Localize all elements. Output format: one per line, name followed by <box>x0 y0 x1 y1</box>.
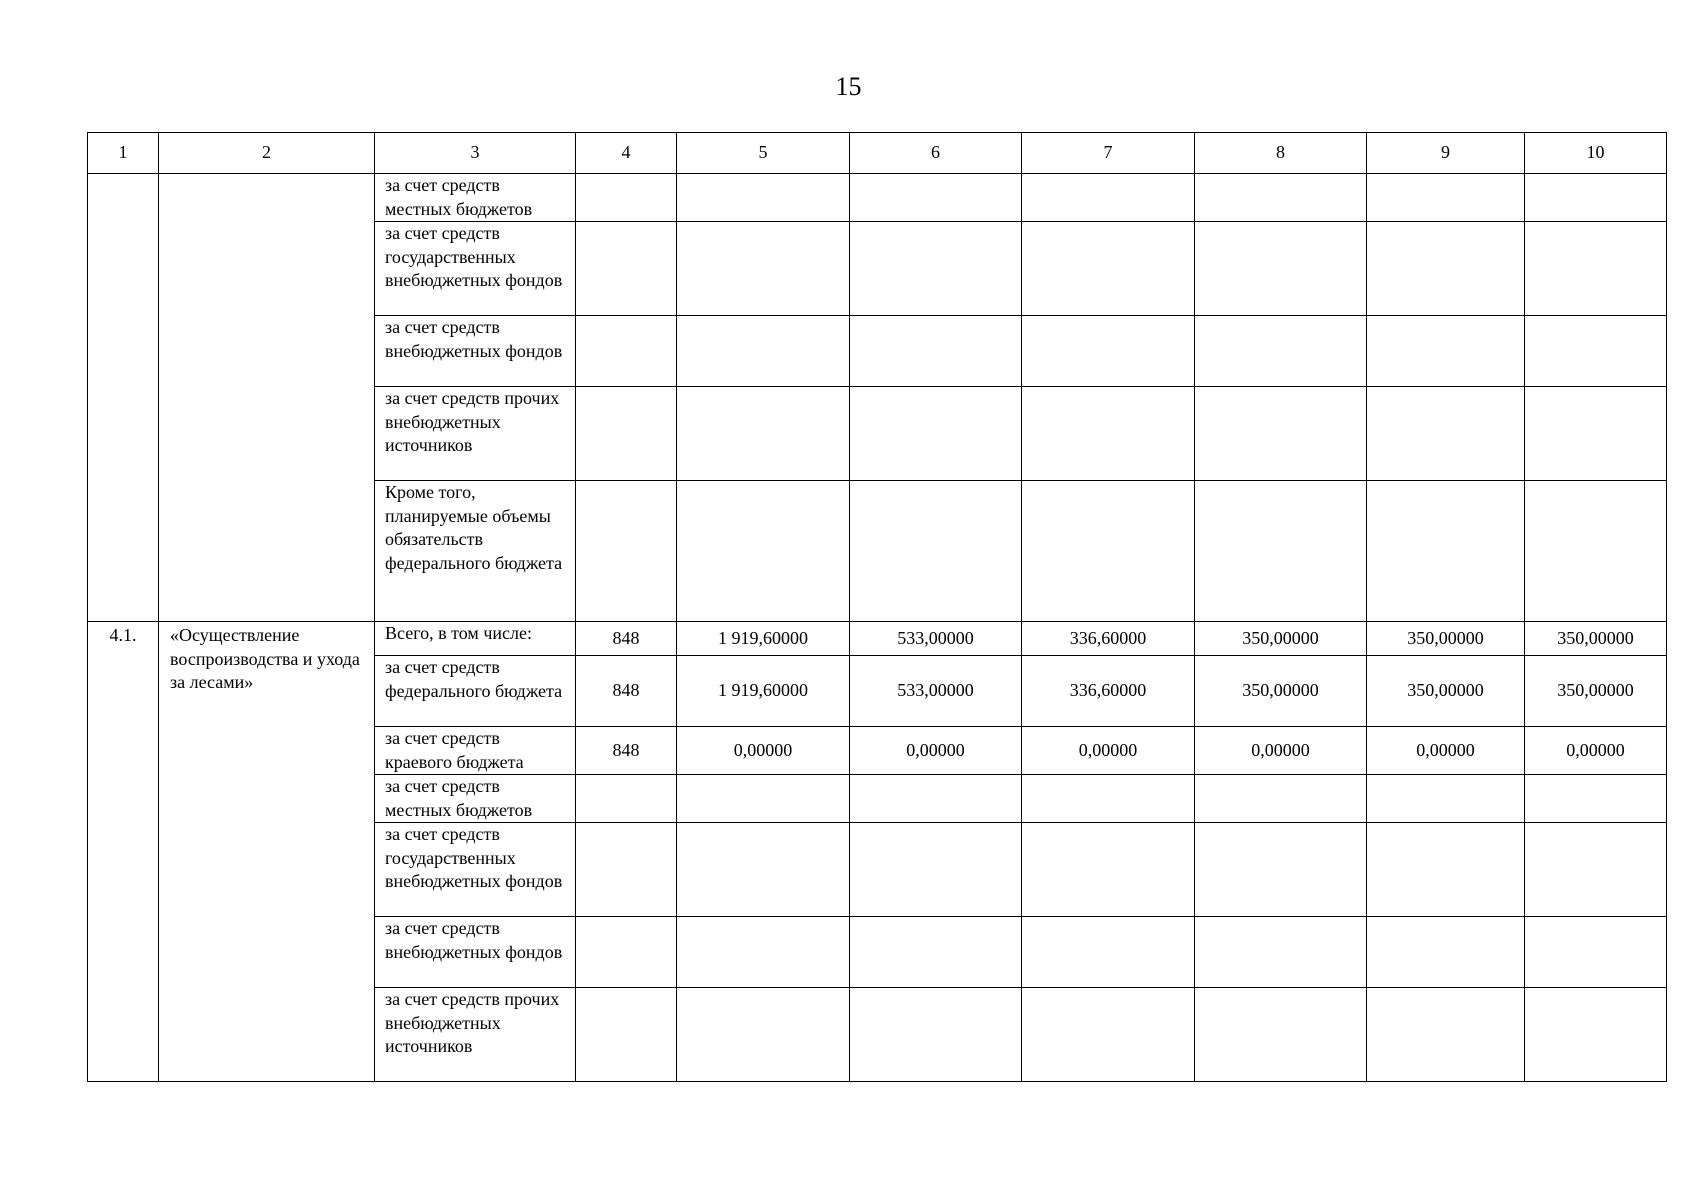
value-cell: 350,00000 <box>1367 656 1525 727</box>
value-cell: 350,00000 <box>1525 622 1667 656</box>
section-name: «Осуществление воспроизводства и ухода за лесами» <box>159 622 375 1082</box>
value-cell <box>1367 174 1525 222</box>
value-cell: 350,00000 <box>1195 656 1367 727</box>
value-cell: 848 <box>576 622 677 656</box>
value-cell <box>576 775 677 823</box>
value-cell <box>1525 222 1667 316</box>
value-cell <box>677 222 850 316</box>
value-cell <box>1022 481 1195 622</box>
index-cell <box>88 174 159 622</box>
value-cell <box>677 174 850 222</box>
value-cell <box>850 988 1022 1082</box>
value-cell <box>1367 316 1525 387</box>
value-cell <box>1195 775 1367 823</box>
value-cell <box>850 823 1022 917</box>
value-cell <box>1022 387 1195 481</box>
value-cell: 533,00000 <box>850 622 1022 656</box>
value-cell: 0,00000 <box>1525 727 1667 775</box>
source-cell: за счет средств федерального бюджета <box>375 656 576 727</box>
name-cell <box>159 174 375 622</box>
value-cell: 0,00000 <box>850 727 1022 775</box>
source-cell: за счет средств прочих внебюджетных источников <box>375 988 576 1082</box>
value-cell <box>576 988 677 1082</box>
source-cell: за счет средств местных бюджетов <box>375 174 576 222</box>
header-cell: 8 <box>1195 133 1367 174</box>
value-cell <box>1525 988 1667 1082</box>
value-cell <box>1525 917 1667 988</box>
value-cell: 336,60000 <box>1022 656 1195 727</box>
value-cell <box>1525 174 1667 222</box>
header-cell: 1 <box>88 133 159 174</box>
value-cell <box>850 387 1022 481</box>
value-cell <box>1367 775 1525 823</box>
source-cell: за счет средств внебюджетных фондов <box>375 316 576 387</box>
header-cell: 10 <box>1525 133 1667 174</box>
value-cell <box>1525 481 1667 622</box>
header-cell: 4 <box>576 133 677 174</box>
source-cell: за счет средств внебюджетных фондов <box>375 917 576 988</box>
value-cell <box>850 481 1022 622</box>
source-cell: за счет средств прочих внебюджетных источников <box>375 387 576 481</box>
budget-table <box>87 132 1667 1082</box>
value-cell: 848 <box>576 727 677 775</box>
source-cell: за счет средств государственных внебюджетных фондов <box>375 222 576 316</box>
value-cell <box>850 174 1022 222</box>
value-cell <box>1367 988 1525 1082</box>
table-row <box>88 174 1667 222</box>
value-cell: 848 <box>576 656 677 727</box>
value-cell: 0,00000 <box>677 727 850 775</box>
value-cell <box>677 481 850 622</box>
value-cell <box>1195 823 1367 917</box>
value-cell: 0,00000 <box>1195 727 1367 775</box>
header-cell: 9 <box>1367 133 1525 174</box>
value-cell <box>1195 988 1367 1082</box>
value-cell: 0,00000 <box>1022 727 1195 775</box>
header-cell: 5 <box>677 133 850 174</box>
value-cell <box>576 823 677 917</box>
value-cell <box>1195 481 1367 622</box>
value-cell <box>1367 917 1525 988</box>
source-cell: за счет средств государственных внебюджетных фондов <box>375 823 576 917</box>
source-cell: за счет средств краевого бюджета <box>375 727 576 775</box>
value-cell <box>677 316 850 387</box>
value-cell <box>1195 174 1367 222</box>
table-row <box>88 622 1667 656</box>
value-cell <box>576 387 677 481</box>
value-cell <box>1525 387 1667 481</box>
value-cell <box>850 316 1022 387</box>
source-cell: Всего, в том числе: <box>375 622 576 656</box>
value-cell <box>1195 917 1367 988</box>
value-cell: 350,00000 <box>1195 622 1367 656</box>
source-cell: Кроме того, планируемые объемы обязательств федерального бюджета <box>375 481 576 622</box>
value-cell <box>1367 823 1525 917</box>
value-cell: 1 919,60000 <box>677 656 850 727</box>
value-cell <box>677 823 850 917</box>
value-cell <box>677 775 850 823</box>
value-cell <box>1022 174 1195 222</box>
value-cell <box>1022 823 1195 917</box>
value-cell <box>1022 775 1195 823</box>
value-cell <box>1367 387 1525 481</box>
value-cell <box>850 222 1022 316</box>
header-cell: 7 <box>1022 133 1195 174</box>
value-cell <box>1367 222 1525 316</box>
value-cell <box>1195 222 1367 316</box>
value-cell <box>1195 316 1367 387</box>
value-cell <box>1525 823 1667 917</box>
header-cell: 2 <box>159 133 375 174</box>
value-cell: 533,00000 <box>850 656 1022 727</box>
value-cell: 350,00000 <box>1367 622 1525 656</box>
value-cell: 350,00000 <box>1525 656 1667 727</box>
header-cell: 6 <box>850 133 1022 174</box>
header-cell: 3 <box>375 133 576 174</box>
source-cell: за счет средств местных бюджетов <box>375 775 576 823</box>
value-cell <box>576 481 677 622</box>
value-cell <box>1022 988 1195 1082</box>
value-cell: 1 919,60000 <box>677 622 850 656</box>
value-cell: 0,00000 <box>1367 727 1525 775</box>
value-cell: 336,60000 <box>1022 622 1195 656</box>
value-cell <box>1022 222 1195 316</box>
value-cell <box>1525 775 1667 823</box>
value-cell <box>1195 387 1367 481</box>
value-cell <box>850 917 1022 988</box>
value-cell <box>1022 316 1195 387</box>
value-cell <box>576 222 677 316</box>
value-cell <box>1525 316 1667 387</box>
value-cell <box>576 174 677 222</box>
value-cell <box>677 387 850 481</box>
section-index: 4.1. <box>88 622 159 1082</box>
value-cell <box>576 917 677 988</box>
value-cell <box>576 316 677 387</box>
value-cell <box>677 988 850 1082</box>
header-row <box>88 133 1667 174</box>
value-cell <box>1367 481 1525 622</box>
value-cell <box>1022 917 1195 988</box>
value-cell <box>677 917 850 988</box>
value-cell <box>850 775 1022 823</box>
page-number: 15 <box>835 72 862 101</box>
